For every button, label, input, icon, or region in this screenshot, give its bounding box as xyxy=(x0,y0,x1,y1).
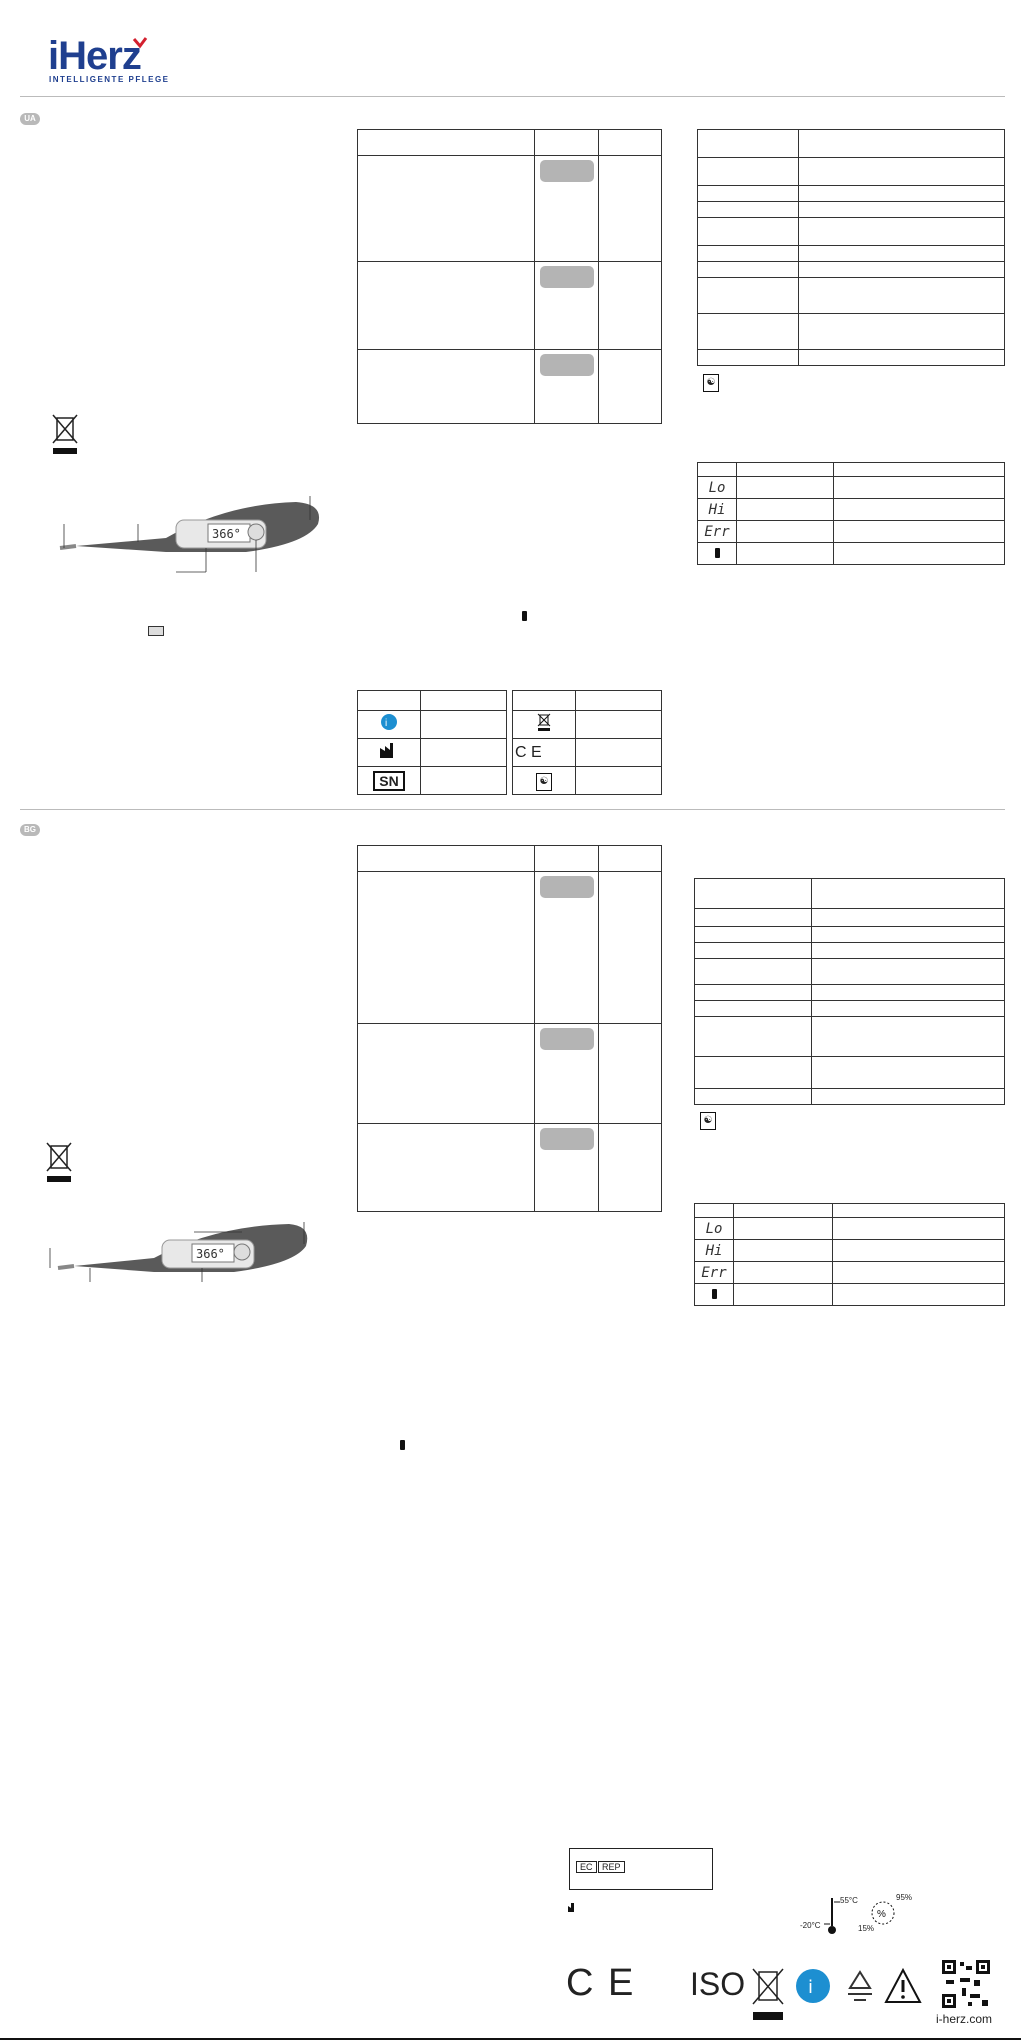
battery-icon xyxy=(522,611,527,621)
error-code-hi: Hi xyxy=(698,499,737,521)
website-label[interactable]: i-herz.com xyxy=(936,2012,993,2026)
bf-type-icon: ☯ xyxy=(536,773,552,791)
rectal-mode-icon xyxy=(540,266,594,288)
weee-bin-icon xyxy=(750,1966,786,2022)
svg-text:i: i xyxy=(385,718,388,729)
svg-text:i: i xyxy=(808,1977,814,1998)
symbols-table-ua-right xyxy=(512,690,662,795)
humidity-min-label: 15% xyxy=(858,1924,875,1933)
caution-icon xyxy=(884,1968,922,2004)
ec-label: EC xyxy=(576,1861,597,1873)
thermometer-diagram xyxy=(56,494,326,574)
axillary-mode-icon xyxy=(540,354,594,376)
weee-small-icon xyxy=(537,713,551,731)
recycle-icon xyxy=(842,1968,878,2004)
bottom-rule xyxy=(0,2038,1021,2040)
ec-rep-box xyxy=(569,1848,713,1890)
oral-mode-icon xyxy=(540,876,594,898)
error-codes-table-bg xyxy=(694,1203,1005,1306)
header-divider xyxy=(20,96,1005,97)
error-code-lo: Lo xyxy=(695,1218,734,1240)
error-code-lo: Lo xyxy=(698,477,737,499)
instructions-icon xyxy=(381,714,397,730)
thermometer-diagram xyxy=(44,1220,314,1290)
temperature-limit-icon xyxy=(822,1896,842,1936)
humidity-max-label: 95% xyxy=(896,1893,913,1902)
battery-low-icon xyxy=(712,1289,717,1299)
measurement-modes-table-ua xyxy=(357,129,662,424)
brand-tagline: INTELLIGENTE PFLEGE xyxy=(49,75,170,84)
error-code-hi: Hi xyxy=(695,1240,734,1262)
specifications-table-ua xyxy=(697,129,1005,366)
qr-code[interactable] xyxy=(942,1960,990,2008)
brand-name: iHerz xyxy=(48,34,141,78)
brand-logo xyxy=(48,34,141,79)
specifications-table-bg xyxy=(694,878,1005,1105)
lcd-display-text: 366° xyxy=(212,527,241,541)
svg-text:%: % xyxy=(877,1909,886,1920)
oral-mode-icon xyxy=(540,160,594,182)
symbols-table-ua-left xyxy=(357,690,507,795)
error-code-err: Err xyxy=(695,1262,734,1284)
rectal-mode-icon xyxy=(540,1028,594,1050)
lcd-display-text: 366° xyxy=(196,1247,225,1261)
section-divider xyxy=(20,809,1005,810)
language-badge-ua: UA xyxy=(20,113,40,125)
language-badge-bg: BG xyxy=(20,824,40,836)
ce-mark-small: C E xyxy=(513,739,576,767)
measurement-modes-table-bg xyxy=(357,845,662,1212)
temp-max-label: 55°C xyxy=(840,1896,858,1905)
instructions-icon xyxy=(795,1968,831,2004)
error-code-err: Err xyxy=(698,521,737,543)
axillary-mode-icon xyxy=(540,1128,594,1150)
manufacturer-small-icon xyxy=(567,1902,577,1912)
heart-icon xyxy=(132,36,148,50)
bf-type-icon: ☯ xyxy=(703,374,719,392)
battery-low-icon xyxy=(715,548,720,558)
manufacturer-icon xyxy=(379,742,399,758)
serial-number-symbol: SN xyxy=(373,771,404,791)
ce-mark: C E xyxy=(566,1962,636,2004)
bf-type-icon: ☯ xyxy=(700,1112,716,1130)
error-codes-table-ua xyxy=(697,462,1005,565)
weee-bin-icon xyxy=(50,412,80,456)
rep-label: REP xyxy=(598,1861,625,1873)
iso-mark: ISO xyxy=(690,1966,746,2002)
temp-min-label: -20°C xyxy=(800,1921,821,1930)
mode-glyph xyxy=(148,626,164,636)
weee-bin-icon xyxy=(44,1140,74,1184)
battery-icon xyxy=(400,1440,405,1450)
